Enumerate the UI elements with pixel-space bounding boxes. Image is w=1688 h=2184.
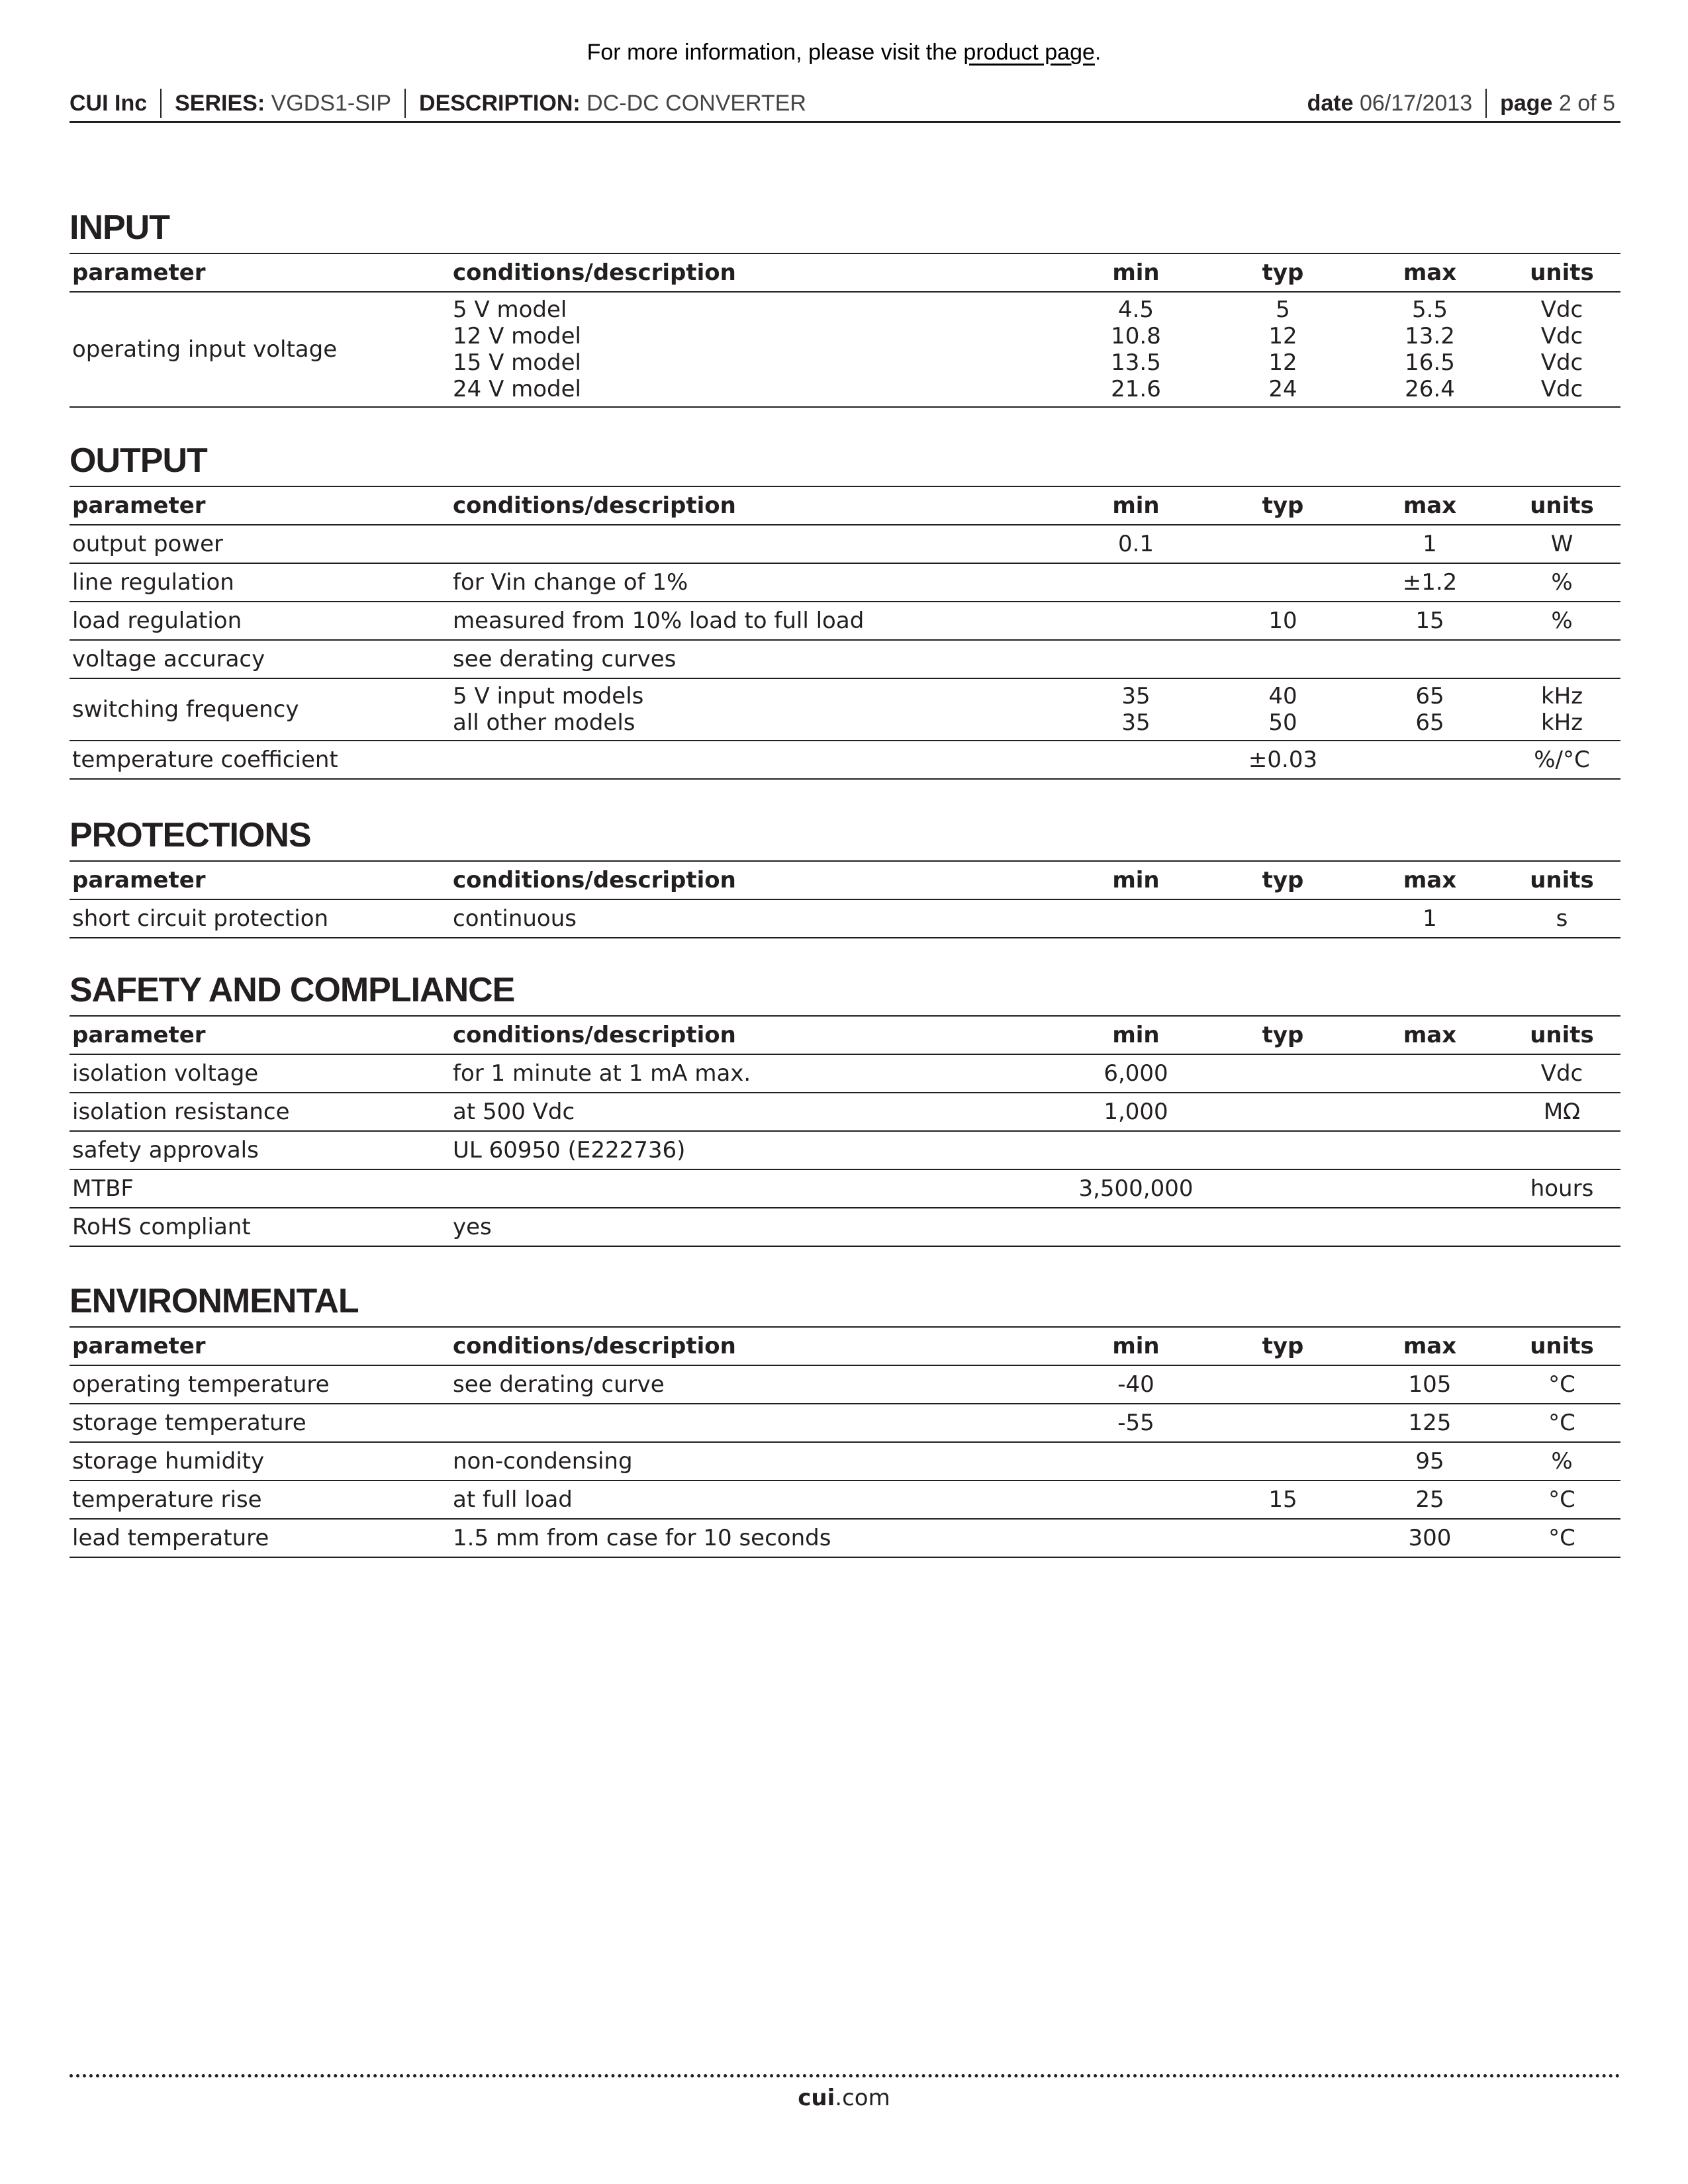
cell-cond — [450, 525, 1062, 563]
cell-cond: yes — [450, 1208, 1062, 1246]
table-header-row — [70, 486, 1620, 525]
cell-min — [1062, 1480, 1209, 1519]
header-divider — [404, 89, 406, 118]
table-header-row — [70, 1016, 1620, 1054]
cell-min: 3,500,000 — [1062, 1169, 1209, 1208]
table-header-row — [70, 1327, 1620, 1365]
column-header: max — [1356, 1327, 1503, 1365]
cell-line: 35 — [1121, 683, 1150, 709]
table-header-row — [70, 861, 1620, 899]
section-title: ENVIRONMENTAL — [70, 1282, 359, 1320]
cell-param: line regulation — [70, 563, 450, 602]
cell-typ — [1209, 1169, 1356, 1208]
footer — [0, 2085, 1688, 2111]
cell-units — [1503, 1131, 1620, 1169]
cell-cond — [450, 678, 1062, 741]
table-row — [70, 1480, 1620, 1519]
cell-units — [1503, 640, 1620, 678]
cell-typ: ±0.03 — [1209, 741, 1356, 779]
column-header: typ — [1209, 861, 1356, 899]
table-row — [70, 741, 1620, 779]
cell-units: s — [1503, 899, 1620, 938]
cell-min — [1062, 1519, 1209, 1557]
cell-line: 24 — [1268, 376, 1297, 402]
description-value: DC-DC CONVERTER — [586, 90, 806, 116]
cell-typ: 15 — [1209, 1480, 1356, 1519]
column-header: units — [1503, 1327, 1620, 1365]
section-safety-and-compliance — [70, 972, 1620, 1247]
spec-table — [70, 486, 1620, 780]
section-title: SAFETY AND COMPLIANCE — [70, 971, 515, 1009]
table-row — [70, 602, 1620, 640]
column-header: max — [1356, 861, 1503, 899]
header-divider — [160, 89, 162, 118]
cell-units: % — [1503, 1442, 1620, 1480]
footer-divider — [70, 2074, 1620, 2077]
cell-line: 24 V model — [453, 376, 582, 402]
cell-line: 35 — [1121, 709, 1150, 736]
cell-units: W — [1503, 525, 1620, 563]
cell-typ: 10 — [1209, 602, 1356, 640]
cell-cond: for 1 minute at 1 mA max. — [450, 1054, 1062, 1093]
cell-min — [1062, 563, 1209, 602]
cell-typ — [1209, 1365, 1356, 1404]
cell-typ — [1209, 1054, 1356, 1093]
table-row — [70, 1131, 1620, 1169]
column-header: parameter — [70, 486, 450, 525]
cell-line: 65 — [1415, 683, 1444, 709]
cell-min — [1062, 602, 1209, 640]
cell-line: 12 — [1268, 349, 1297, 376]
cell-max: 105 — [1356, 1365, 1503, 1404]
cell-cond: at full load — [450, 1480, 1062, 1519]
cell-max — [1356, 678, 1503, 741]
column-header: conditions/description — [450, 861, 1062, 899]
column-header: min — [1062, 253, 1209, 292]
cell-line: Vdc — [1540, 296, 1583, 323]
cell-typ — [1209, 1404, 1356, 1442]
cell-param: operating temperature — [70, 1365, 450, 1404]
spec-table — [70, 1015, 1620, 1247]
cell-param: output power — [70, 525, 450, 563]
column-header: min — [1062, 861, 1209, 899]
cell-line: 5.5 — [1411, 296, 1448, 323]
table-row — [70, 1442, 1620, 1480]
cell-line: 12 — [1268, 323, 1297, 349]
info-suffix: . — [1094, 40, 1102, 65]
table-row — [70, 1365, 1620, 1404]
cell-max — [1356, 1131, 1503, 1169]
cell-max — [1356, 1054, 1503, 1093]
cell-max: 300 — [1356, 1519, 1503, 1557]
cell-typ — [1209, 563, 1356, 602]
cell-units: hours — [1503, 1169, 1620, 1208]
cell-cond: see derating curves — [450, 640, 1062, 678]
spec-table — [70, 1326, 1620, 1558]
section-environmental — [70, 1283, 1620, 1558]
cell-param: isolation voltage — [70, 1054, 450, 1093]
cell-line: 5 V input models — [453, 683, 644, 709]
cell-max: 1 — [1356, 899, 1503, 938]
cell-typ — [1209, 1519, 1356, 1557]
cell-max: ±1.2 — [1356, 563, 1503, 602]
table-row — [70, 292, 1620, 407]
table-header-row — [70, 253, 1620, 292]
cell-units: Vdc — [1503, 1054, 1620, 1093]
section-title: INPUT — [70, 208, 169, 247]
cell-line: 40 — [1268, 683, 1297, 709]
cell-max: 125 — [1356, 1404, 1503, 1442]
column-header: typ — [1209, 1016, 1356, 1054]
cell-typ — [1209, 899, 1356, 938]
cell-cond: UL 60950 (E222736) — [450, 1131, 1062, 1169]
cell-line: kHz — [1540, 709, 1583, 736]
cell-line: all other models — [453, 709, 635, 736]
series-value: VGDS1-SIP — [271, 90, 392, 116]
cell-max — [1356, 640, 1503, 678]
cell-line: 16.5 — [1405, 349, 1455, 376]
cell-units: % — [1503, 602, 1620, 640]
cell-line: 50 — [1268, 709, 1297, 736]
cell-units: °C — [1503, 1480, 1620, 1519]
column-header: min — [1062, 1016, 1209, 1054]
cell-units — [1503, 678, 1620, 741]
cell-line: 26.4 — [1405, 376, 1455, 402]
cell-min: 1,000 — [1062, 1093, 1209, 1131]
section-output — [70, 442, 1620, 780]
section-title: PROTECTIONS — [70, 816, 311, 854]
cell-typ — [1209, 1093, 1356, 1131]
cell-line: 4.5 — [1117, 296, 1154, 323]
page-label: page — [1500, 90, 1553, 116]
cell-min — [1062, 640, 1209, 678]
cell-param: load regulation — [70, 602, 450, 640]
cell-param: RoHS compliant — [70, 1208, 450, 1246]
info-text: For more information, please visit the — [586, 40, 964, 65]
document-header — [70, 86, 1620, 123]
header-divider — [1485, 89, 1487, 118]
cell-line: 10.8 — [1111, 323, 1161, 349]
cell-cond: 1.5 mm from case for 10 seconds — [450, 1519, 1062, 1557]
cell-units: % — [1503, 563, 1620, 602]
column-header: max — [1356, 486, 1503, 525]
cell-min — [1062, 899, 1209, 938]
cell-line: 65 — [1415, 709, 1444, 736]
cell-units — [1503, 1208, 1620, 1246]
cell-typ — [1209, 292, 1356, 407]
cell-units: °C — [1503, 1365, 1620, 1404]
cell-line: 12 V model — [453, 323, 582, 349]
cell-max — [1356, 292, 1503, 407]
column-header: typ — [1209, 486, 1356, 525]
column-header: conditions/description — [450, 1016, 1062, 1054]
table-row — [70, 563, 1620, 602]
cell-typ — [1209, 1208, 1356, 1246]
cell-param: short circuit protection — [70, 899, 450, 938]
cell-param: isolation resistance — [70, 1093, 450, 1131]
column-header: conditions/description — [450, 253, 1062, 292]
cell-units: %/°C — [1503, 741, 1620, 779]
date-value: 06/17/2013 — [1359, 90, 1473, 116]
cell-cond — [450, 1404, 1062, 1442]
cell-units: °C — [1503, 1519, 1620, 1557]
cell-param: switching frequency — [70, 678, 450, 741]
table-row — [70, 1169, 1620, 1208]
cell-typ — [1209, 678, 1356, 741]
column-header: conditions/description — [450, 486, 1062, 525]
cell-param: lead temperature — [70, 1519, 450, 1557]
footer-brand: cui — [798, 2085, 835, 2111]
cell-param: voltage accuracy — [70, 640, 450, 678]
cell-param: operating input voltage — [70, 292, 450, 407]
cell-cond — [450, 292, 1062, 407]
cell-min — [1062, 1208, 1209, 1246]
column-header: parameter — [70, 253, 450, 292]
column-header: min — [1062, 1327, 1209, 1365]
cell-typ — [1209, 1131, 1356, 1169]
section-title: OUTPUT — [70, 441, 207, 480]
cell-line: 21.6 — [1111, 376, 1161, 402]
section-input — [70, 209, 1620, 408]
cell-line: 15 V model — [453, 349, 582, 376]
series-label: SERIES: — [175, 90, 265, 116]
column-header: min — [1062, 486, 1209, 525]
cell-min: 6,000 — [1062, 1054, 1209, 1093]
column-header: max — [1356, 1016, 1503, 1054]
cell-min — [1062, 741, 1209, 779]
column-header: units — [1503, 486, 1620, 525]
column-header: max — [1356, 253, 1503, 292]
column-header: parameter — [70, 1327, 450, 1365]
cell-max — [1356, 1093, 1503, 1131]
cell-line: 13.5 — [1111, 349, 1161, 376]
cell-cond: at 500 Vdc — [450, 1093, 1062, 1131]
section-protections — [70, 817, 1620, 938]
table-row — [70, 1208, 1620, 1246]
cell-line: Vdc — [1540, 376, 1583, 402]
cell-typ — [1209, 1442, 1356, 1480]
column-header: conditions/description — [450, 1327, 1062, 1365]
column-header: parameter — [70, 861, 450, 899]
table-row — [70, 1519, 1620, 1557]
spec-table — [70, 860, 1620, 938]
cell-line: kHz — [1540, 683, 1583, 709]
cell-param: MTBF — [70, 1169, 450, 1208]
cell-max: 25 — [1356, 1480, 1503, 1519]
column-header: units — [1503, 253, 1620, 292]
table-row — [70, 1404, 1620, 1442]
cell-typ — [1209, 640, 1356, 678]
column-header: parameter — [70, 1016, 450, 1054]
cell-line: Vdc — [1540, 349, 1583, 376]
table-row — [70, 1054, 1620, 1093]
cell-cond: see derating curve — [450, 1365, 1062, 1404]
cell-min — [1062, 292, 1209, 407]
cell-max: 15 — [1356, 602, 1503, 640]
table-row — [70, 1093, 1620, 1131]
cell-min: -55 — [1062, 1404, 1209, 1442]
table-row — [70, 899, 1620, 938]
cell-line: 5 — [1276, 296, 1290, 323]
cell-max: 95 — [1356, 1442, 1503, 1480]
cell-max — [1356, 741, 1503, 779]
cell-param: storage temperature — [70, 1404, 450, 1442]
cell-units: MΩ — [1503, 1093, 1620, 1131]
column-header: units — [1503, 861, 1620, 899]
cell-param: safety approvals — [70, 1131, 450, 1169]
cell-units — [1503, 292, 1620, 407]
page-value: 2 of 5 — [1558, 90, 1615, 116]
cell-max — [1356, 1208, 1503, 1246]
column-header: typ — [1209, 1327, 1356, 1365]
cell-param: temperature rise — [70, 1480, 450, 1519]
cell-min — [1062, 1442, 1209, 1480]
cell-cond — [450, 741, 1062, 779]
cell-max — [1356, 1169, 1503, 1208]
cell-cond: measured from 10% load to full load — [450, 602, 1062, 640]
column-header: typ — [1209, 253, 1356, 292]
cell-cond: non-condensing — [450, 1442, 1062, 1480]
table-row — [70, 640, 1620, 678]
company-name: CUI Inc — [70, 90, 148, 116]
table-row — [70, 525, 1620, 563]
info-line — [0, 40, 1688, 66]
cell-min: -40 — [1062, 1365, 1209, 1404]
cell-min — [1062, 1131, 1209, 1169]
cell-line: 13.2 — [1405, 323, 1455, 349]
cell-min — [1062, 678, 1209, 741]
cell-max: 1 — [1356, 525, 1503, 563]
date-label: date — [1307, 90, 1354, 116]
cell-line: Vdc — [1540, 323, 1583, 349]
cell-param: storage humidity — [70, 1442, 450, 1480]
cell-cond: for Vin change of 1% — [450, 563, 1062, 602]
spec-table — [70, 253, 1620, 408]
footer-domain: .com — [835, 2085, 890, 2111]
product-page-link[interactable]: product page — [963, 40, 1095, 65]
cell-cond: continuous — [450, 899, 1062, 938]
cell-cond — [450, 1169, 1062, 1208]
table-row — [70, 678, 1620, 741]
column-header: units — [1503, 1016, 1620, 1054]
cell-param: temperature coefficient — [70, 741, 450, 779]
description-label: DESCRIPTION: — [419, 90, 581, 116]
cell-typ — [1209, 525, 1356, 563]
cell-line: 5 V model — [453, 296, 567, 323]
cell-min: 0.1 — [1062, 525, 1209, 563]
cell-units: °C — [1503, 1404, 1620, 1442]
